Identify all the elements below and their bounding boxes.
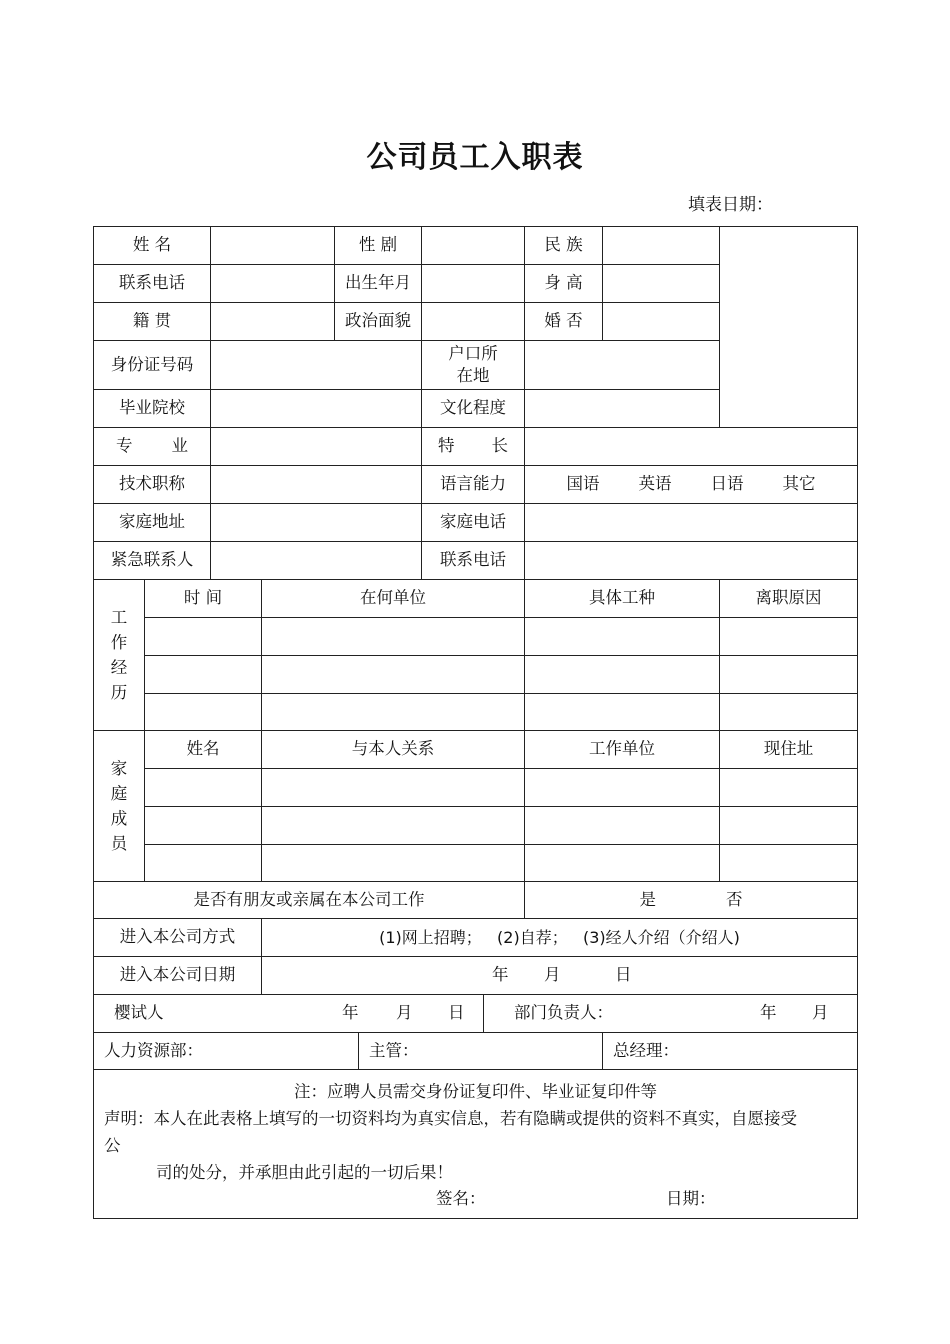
ethnicity-label: 民 族 [525,227,603,265]
specialty-label-b: 长 [491,436,508,456]
marital-field[interactable] [603,303,720,341]
dept-head-month: 月 [812,1003,829,1023]
major-label [94,428,211,466]
work-header-position: 具体工种 [525,580,720,618]
family-header-relation: 与本人关系 [262,731,525,769]
work-cell[interactable] [720,656,857,694]
declaration-line-1: 声明：本人在此表格上填写的一切资料均为真实信息，若有隐瞒或提供的资料不真实，自愿接受 [104,1109,797,1128]
birth-field[interactable] [422,265,525,303]
name-label: 姓 名 [94,227,211,265]
family-cell[interactable] [145,769,262,807]
declaration-line-3: 司的处分，并承胆由此引起的一切后果！ [156,1163,453,1182]
relatives-question: 是否有朋友或亲属在本公司工作 [94,882,525,919]
specialty-field[interactable] [525,428,857,466]
family-cell[interactable] [525,807,720,845]
work-header-company: 在何单位 [262,580,525,618]
entry-date-month: 月 [544,965,561,985]
hr-cell[interactable] [94,1033,359,1070]
relatives-options [525,882,857,919]
family-cell[interactable] [145,807,262,845]
entry-date-day: 日 [615,965,632,985]
emergency-field[interactable] [211,542,422,580]
page-title: 公司员工入职表 [366,140,584,175]
birth-label: 出生年月 [335,265,422,303]
work-history-label-text: 工作经历 [110,608,128,702]
relatives-yes[interactable]: 是 [639,889,656,909]
family-header-address: 现住址 [720,731,857,769]
work-cell[interactable] [262,694,525,731]
major-label-a: 专 [116,436,133,456]
note-text: 注：应聘人员需交身份证复印件、毕业证复印件等 [294,1082,657,1101]
supervisor-cell[interactable] [359,1033,603,1070]
entry-date-field[interactable] [262,957,857,995]
entry-method-options[interactable]: (1)网上招聘； (2)自荐； (3)经人介绍（介绍人) [262,919,857,957]
name-field[interactable] [211,227,335,265]
family-header-employer: 工作单位 [525,731,720,769]
home-phone-label: 家庭电话 [422,504,525,542]
title-field[interactable] [211,466,422,504]
work-cell[interactable] [525,694,720,731]
photo-box[interactable] [720,227,857,428]
emergency-label: 紧急联系人 [94,542,211,580]
gm-cell[interactable] [603,1033,857,1070]
language-option-mandarin[interactable]: 国语 [566,474,600,494]
marital-label: 婚 否 [525,303,603,341]
family-cell[interactable] [262,807,525,845]
language-option-other[interactable]: 其它 [782,474,816,494]
signature-label: 签名： [436,1189,486,1208]
work-cell[interactable] [262,656,525,694]
phone-field[interactable] [211,265,335,303]
family-label-text: 家庭成员 [110,759,128,853]
language-label: 语言能力 [422,466,525,504]
gender-field[interactable] [422,227,525,265]
work-header-time: 时 间 [145,580,262,618]
interviewer-label: 樱试人 [114,1003,164,1023]
notes-section [94,1069,857,1218]
political-field[interactable] [422,303,525,341]
title-label: 技术职称 [94,466,211,504]
work-cell[interactable] [145,694,262,731]
major-field[interactable] [211,428,422,466]
gender-label: 性 剧 [335,227,422,265]
dept-head-cell[interactable] [484,995,857,1033]
interviewer-year: 年 [342,1003,359,1023]
work-cell[interactable] [262,618,525,656]
entry-form [93,226,858,1219]
education-label: 文化程度 [422,390,525,428]
home-phone-field[interactable] [525,504,857,542]
family-header-name: 姓名 [145,731,262,769]
fill-date-label: 填表日期： [688,195,773,215]
phone-label: 联系电话 [94,265,211,303]
political-label: 政治面貌 [335,303,422,341]
origin-label: 籍 贯 [94,303,211,341]
relatives-no[interactable]: 否 [726,889,743,909]
address-label: 家庭地址 [94,504,211,542]
family-cell[interactable] [262,845,525,882]
ethnicity-field[interactable] [603,227,720,265]
height-label: 身 高 [525,265,603,303]
signature-date-label: 日期： [666,1189,716,1208]
school-label: 毕业院校 [94,390,211,428]
gm-label: 总经理： [613,1040,679,1060]
interviewer-cell[interactable] [94,995,484,1033]
work-cell[interactable] [145,656,262,694]
id-number-label: 身份证号码 [94,341,211,390]
interviewer-day: 日 [448,1003,465,1023]
dept-head-year: 年 [760,1003,777,1023]
hr-label: 人力资源部： [104,1040,203,1060]
id-number-field[interactable] [211,341,422,390]
work-cell[interactable] [525,618,720,656]
family-cell[interactable] [720,769,857,807]
hukou-field[interactable] [525,341,720,390]
specialty-label [422,428,525,466]
interviewer-month: 月 [396,1003,413,1023]
origin-field[interactable] [211,303,335,341]
work-cell[interactable] [525,656,720,694]
contact-phone-label: 联系电话 [422,542,525,580]
specialty-label-a: 特 [438,436,455,456]
education-field[interactable] [525,390,720,428]
dept-head-label: 部门负责人： [514,1003,613,1023]
family-cell[interactable] [525,769,720,807]
family-cell[interactable] [525,845,720,882]
school-field[interactable] [211,390,422,428]
work-history-label [94,580,145,731]
work-cell[interactable] [720,694,857,731]
contact-phone-field[interactable] [525,542,857,580]
family-cell[interactable] [720,807,857,845]
language-option-japanese[interactable]: 日语 [710,474,744,494]
address-field[interactable] [211,504,422,542]
work-header-reason: 离职原因 [720,580,857,618]
family-label [94,731,145,882]
declaration-line-2: 公 [104,1136,121,1155]
entry-date-label: 进入本公司日期 [94,957,262,995]
major-label-b: 业 [171,436,188,456]
family-cell[interactable] [262,769,525,807]
supervisor-label: 主管： [369,1040,419,1060]
family-cell[interactable] [145,845,262,882]
family-cell[interactable] [720,845,857,882]
language-option-english[interactable]: 英语 [638,474,672,494]
height-field[interactable] [603,265,720,303]
entry-method-label: 进入本公司方式 [94,919,262,957]
work-cell[interactable] [145,618,262,656]
work-cell[interactable] [720,618,857,656]
hukou-label: 户口所在地 [422,341,525,390]
language-options [525,466,857,504]
entry-date-year: 年 [492,965,509,985]
